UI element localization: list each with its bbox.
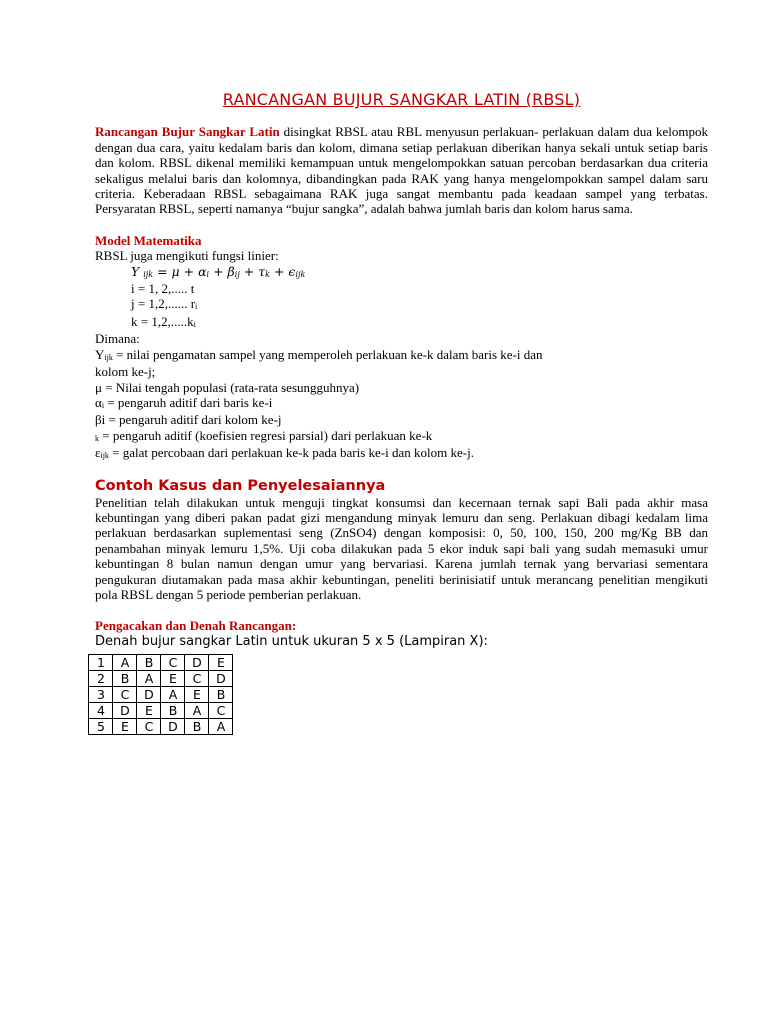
row-number-cell: 1 xyxy=(89,655,113,671)
case-heading: Contoh Kasus dan Penyelesaiannya xyxy=(95,477,386,494)
index-j: j = 1,2,...... $r_i$ xyxy=(131,296,198,312)
treatment-cell: C xyxy=(209,703,233,719)
randomization-heading: Pengacakan dan Denah Rancangan: xyxy=(95,618,297,634)
treatment-cell: D xyxy=(185,655,209,671)
index-k: $k = 1,2,.....k_i$ xyxy=(131,313,196,329)
treatment-cell: C xyxy=(161,655,185,671)
treatment-cell: E xyxy=(185,687,209,703)
treatment-cell: E xyxy=(113,719,137,735)
treatment-cell: B xyxy=(113,671,137,687)
table-row xyxy=(89,687,233,703)
treatment-cell: C xyxy=(113,687,137,703)
treatment-cell: A xyxy=(185,703,209,719)
model-intro: RBSL juga mengikuti fungsi linier: xyxy=(95,248,279,264)
model-formula: Y $_{ijk} = \mu + \alpha_i + \beta_{ij} + \tau_k + \epsilon_{ijk}$ xyxy=(131,263,306,279)
treatment-cell: C xyxy=(185,671,209,687)
case-paragraph: Penelitian telah dilakukan untuk menguji tingkat konsumsi dan kecernaan ternak sapi Bali pada akhir masa kebuntingan yang diberi pakan padat gizi mengandung minyak lemuru dan seng. Perlakuan dibagi kedalam lima perlakuan berdasarkan suplementasi seng (ZnSO4) dengan komposisi: 0, 50, 100, 150, 200 mg/Kg BB dan penambahan minyak lemuru 1,5%. Uji coba dilakukan pada 5 ekor induk sapi bali yang sudah memasuki umur kebuntingan 8 bulan namun dengan umur yang bervariasi. Karena jumlah ternak yang bervariasi sementara pengukuran diutamakan pada masa akhir kebuntingan, peneliti berinisiatif untuk merancang penelitian mengikuti pola RBSL dengan 5 periode pemberian perlakuan. xyxy=(95,494,708,602)
treatment-cell: B xyxy=(161,703,185,719)
intro-lead: Rancangan Bujur Sangkar Latin xyxy=(95,124,280,140)
layout-caption: Denah bujur sangkar Latin untuk ukuran 5 x 5 (Lampiran X): xyxy=(95,633,488,649)
treatment-cell: D xyxy=(137,687,161,703)
def-y-cont: kolom ke-j; xyxy=(95,364,156,380)
document-page xyxy=(95,92,708,735)
treatment-cell: D xyxy=(161,719,185,735)
def-y: $Y_{ijk}$ = nilai pengamatan sampel yang memperoleh perlakuan ke-k dalam baris ke-i dan xyxy=(95,346,543,362)
row-number-cell: 4 xyxy=(89,703,113,719)
row-number-cell: 5 xyxy=(89,719,113,735)
def-alpha: $\alpha_i$ = pengaruh aditif dari baris ke-i xyxy=(95,394,273,410)
def-beta: βi = pengaruh aditif dari kolom ke-j xyxy=(95,412,282,428)
intro-text: disingkat RBSL atau RBL menyusun perlakuan- perlakuan dalam dua kelompok dengan dua cara, yaitu kedalam baris dan kolom, dimana setiap perlakuan diberikan hanya sekali untuk setiap baris dan kolom. RBSL dikenal memiliki kemampuan untuk mengelompokkan satuan percoban berdasarkan dua criteria sekaligus melalui baris dan kolomnya, dibandingkan pada RAK yang hanya mengelompokkan sampel dalam saru criteria. Keberadaan RBSL sebagaimana RAK juga sangat membantu pada keadaan sampel yang terbatas. Persyaratan RBSL, seperti namanya “bujur sangka”, adalah bahwa jumlah baris dan kolom harus sama. xyxy=(95,124,708,217)
treatment-cell: D xyxy=(113,703,137,719)
table-row xyxy=(89,703,233,719)
treatment-cell: A xyxy=(137,671,161,687)
dimana-label: Dimana: xyxy=(95,331,140,347)
row-number-cell: 3 xyxy=(89,687,113,703)
table-row xyxy=(89,655,233,671)
def-epsilon: $\varepsilon_{ijk}$ = galat percobaan dari perlakuan ke-k pada baris ke-i dan kolom ke-j. xyxy=(95,445,474,461)
treatment-cell: E xyxy=(209,655,233,671)
treatment-cell: A xyxy=(209,719,233,735)
treatment-cell: E xyxy=(161,671,185,687)
treatment-cell: A xyxy=(113,655,137,671)
treatment-cell: D xyxy=(209,671,233,687)
row-number-cell: 2 xyxy=(89,671,113,687)
model-heading: Model Matematika xyxy=(95,232,202,248)
page-title: RANCANGAN BUJUR SANGKAR LATIN (RBSL) xyxy=(222,90,581,109)
table-row xyxy=(89,671,233,687)
treatment-cell: C xyxy=(137,719,161,735)
treatment-cell: B xyxy=(185,719,209,735)
index-i: i = 1, 2,..... t xyxy=(131,281,195,297)
def-tau: $_k$ = pengaruh aditif (koefisien regresi parsial) dari perlakuan ke-k xyxy=(95,427,433,443)
treatment-cell: B xyxy=(137,655,161,671)
def-mu: μ = Nilai tengah populasi (rata-rata sesungguhnya) xyxy=(95,379,360,395)
table-row xyxy=(89,719,233,735)
treatment-cell: B xyxy=(209,687,233,703)
treatment-cell: A xyxy=(161,687,185,703)
latin-square-table xyxy=(88,654,233,735)
intro-paragraph xyxy=(95,124,708,216)
treatment-cell: E xyxy=(137,703,161,719)
